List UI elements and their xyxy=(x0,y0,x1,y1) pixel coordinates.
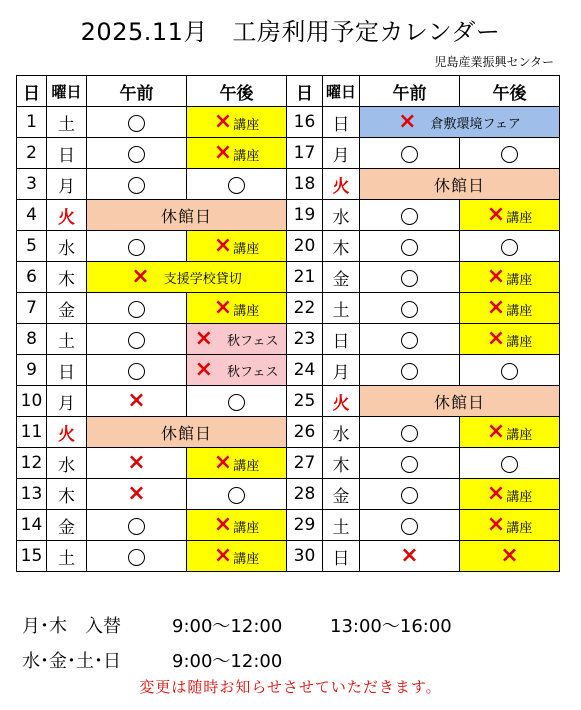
weekday-label: 木 xyxy=(47,262,87,293)
weekday-label: 日 xyxy=(323,107,360,138)
event-label: 秋フェス xyxy=(227,333,279,349)
available-mark xyxy=(501,239,518,256)
event-cell xyxy=(87,262,287,293)
unavailable-mark: × xyxy=(213,543,233,568)
calendar-row xyxy=(17,479,560,510)
event-cell xyxy=(187,324,287,355)
header-day: 日 xyxy=(287,76,323,107)
available-mark xyxy=(128,301,145,318)
day-number: 10 xyxy=(17,386,47,417)
unavailable-mark: × xyxy=(213,140,233,165)
day-number: 3 xyxy=(17,169,47,200)
weekday-label: 月 xyxy=(47,169,87,200)
weekday-label: 金 xyxy=(323,262,360,293)
day-number: 8 xyxy=(17,324,47,355)
hours-line-2 xyxy=(22,647,330,673)
unavailable-mark: × xyxy=(194,357,214,382)
lecture-note: 講座 xyxy=(506,428,533,443)
hours-line-1 xyxy=(22,612,452,638)
hours-am: 9:00～12:00 xyxy=(172,616,283,637)
day-number: 20 xyxy=(287,231,323,262)
weekday-label: 火 xyxy=(323,169,360,200)
weekday-label: 木 xyxy=(323,448,360,479)
weekday-label: 水 xyxy=(323,417,360,448)
weekday-label: 日 xyxy=(323,541,360,572)
unavailable-mark: × xyxy=(213,295,233,320)
pm-cell xyxy=(187,169,287,200)
lecture-note: 講座 xyxy=(506,335,533,350)
day-number: 2 xyxy=(17,138,47,169)
header-weekday: 曜日 xyxy=(323,76,360,107)
lecture-note: 講座 xyxy=(233,118,260,133)
hours-am: 9:00～12:00 xyxy=(172,651,283,672)
pm-cell xyxy=(460,293,560,324)
unavailable-mark: × xyxy=(486,202,506,227)
lecture-note: 講座 xyxy=(233,459,260,474)
header-row xyxy=(17,76,560,107)
unavailable-mark: × xyxy=(127,481,146,506)
weekday-label: 月 xyxy=(323,355,360,386)
available-mark xyxy=(501,146,518,163)
available-mark xyxy=(128,549,145,566)
weekday-label: 土 xyxy=(47,107,87,138)
header-weekday: 曜日 xyxy=(47,76,87,107)
weekday-label: 月 xyxy=(47,386,87,417)
calendar-row xyxy=(17,324,560,355)
day-number: 1 xyxy=(17,107,47,138)
lecture-note: 講座 xyxy=(233,304,260,319)
am-cell xyxy=(87,138,187,169)
am-cell xyxy=(360,324,460,355)
day-number: 21 xyxy=(287,262,323,293)
lecture-note: 講座 xyxy=(506,273,533,288)
event-label: 倉敷環境フェア xyxy=(430,116,521,132)
event-cell xyxy=(360,107,560,138)
available-mark xyxy=(128,146,145,163)
day-number: 4 xyxy=(17,200,47,231)
unavailable-mark: × xyxy=(131,264,150,289)
available-mark xyxy=(401,363,418,380)
am-cell xyxy=(87,355,187,386)
available-mark xyxy=(128,115,145,132)
day-number: 7 xyxy=(17,293,47,324)
calendar-row xyxy=(17,107,560,138)
day-number: 17 xyxy=(287,138,323,169)
organization-name: 児島産業振興センター xyxy=(434,55,554,69)
available-mark xyxy=(401,487,418,504)
calendar-row xyxy=(17,293,560,324)
weekday-label: 日 xyxy=(47,138,87,169)
day-number: 11 xyxy=(17,417,47,448)
pm-cell xyxy=(187,510,287,541)
available-mark xyxy=(401,332,418,349)
am-cell xyxy=(87,386,187,417)
pm-cell xyxy=(460,510,560,541)
page-title: 2025.11月 工房利用予定カレンダー xyxy=(80,18,501,46)
available-mark xyxy=(501,456,518,473)
calendar-row xyxy=(17,417,560,448)
weekday-label: 金 xyxy=(47,293,87,324)
header-pm: 午後 xyxy=(187,76,287,107)
available-mark xyxy=(128,518,145,535)
lecture-note: 講座 xyxy=(233,149,260,164)
am-cell xyxy=(87,231,187,262)
pm-cell xyxy=(460,479,560,510)
weekday-label: 水 xyxy=(323,200,360,231)
day-number: 23 xyxy=(287,324,323,355)
day-number: 25 xyxy=(287,386,323,417)
available-mark xyxy=(228,394,245,411)
weekday-label: 火 xyxy=(47,200,87,231)
weekday-label: 火 xyxy=(47,417,87,448)
hours-pm: 13:00～16:00 xyxy=(330,616,452,637)
available-mark xyxy=(401,518,418,535)
calendar-row xyxy=(17,200,560,231)
weekday-label: 日 xyxy=(323,324,360,355)
pm-cell xyxy=(460,138,560,169)
unavailable-mark: × xyxy=(486,419,506,444)
available-mark xyxy=(228,177,245,194)
unavailable-mark: × xyxy=(213,109,233,134)
pm-cell xyxy=(187,293,287,324)
am-cell xyxy=(360,200,460,231)
available-mark xyxy=(401,270,418,287)
unavailable-mark: × xyxy=(127,450,146,475)
am-cell xyxy=(360,448,460,479)
lecture-note: 講座 xyxy=(506,304,533,319)
hours-days: 水･金･土･日 xyxy=(22,651,121,672)
lecture-note: 講座 xyxy=(233,521,260,536)
am-cell xyxy=(360,262,460,293)
day-number: 28 xyxy=(287,479,323,510)
header-pm: 午後 xyxy=(460,76,560,107)
pm-cell xyxy=(460,200,560,231)
am-cell xyxy=(87,107,187,138)
change-notice: 変更は随時お知らせさせていただきます。 xyxy=(139,678,442,696)
pm-cell xyxy=(187,541,287,572)
am-cell xyxy=(87,293,187,324)
calendar-row xyxy=(17,262,560,293)
weekday-label: 水 xyxy=(47,231,87,262)
calendar-row xyxy=(17,510,560,541)
calendar-row xyxy=(17,386,560,417)
am-cell xyxy=(360,479,460,510)
am-cell xyxy=(360,355,460,386)
am-cell xyxy=(360,293,460,324)
lecture-note: 講座 xyxy=(233,552,260,567)
weekday-label: 金 xyxy=(323,479,360,510)
lecture-note: 講座 xyxy=(506,211,533,226)
available-mark xyxy=(128,363,145,380)
calendar-row xyxy=(17,138,560,169)
day-number: 5 xyxy=(17,231,47,262)
pm-cell xyxy=(187,448,287,479)
available-mark xyxy=(228,487,245,504)
available-mark xyxy=(401,456,418,473)
unavailable-mark: × xyxy=(400,543,419,568)
am-cell xyxy=(87,169,187,200)
pm-cell xyxy=(460,324,560,355)
unavailable-mark: × xyxy=(486,264,506,289)
day-number: 27 xyxy=(287,448,323,479)
am-cell xyxy=(360,231,460,262)
unavailable-mark: × xyxy=(213,512,233,537)
pm-cell xyxy=(187,479,287,510)
unavailable-mark: × xyxy=(398,109,417,134)
day-number: 30 xyxy=(287,541,323,572)
event-label: 秋フェス xyxy=(227,364,279,380)
calendar-row xyxy=(17,355,560,386)
calendar-row xyxy=(17,231,560,262)
unavailable-mark: × xyxy=(486,512,506,537)
pm-cell xyxy=(460,541,560,572)
am-cell xyxy=(360,510,460,541)
unavailable-mark: × xyxy=(486,481,506,506)
pm-cell xyxy=(187,386,287,417)
closed-day-cell: 休館日 xyxy=(87,200,287,231)
day-number: 22 xyxy=(287,293,323,324)
closed-day-cell: 休館日 xyxy=(87,417,287,448)
pm-cell xyxy=(187,138,287,169)
weekday-label: 月 xyxy=(323,138,360,169)
day-number: 12 xyxy=(17,448,47,479)
am-cell xyxy=(360,138,460,169)
closed-day-cell: 休館日 xyxy=(360,169,560,200)
pm-cell xyxy=(460,355,560,386)
day-number: 29 xyxy=(287,510,323,541)
available-mark xyxy=(401,301,418,318)
pm-cell xyxy=(460,231,560,262)
hours-days: 月･木 入替 xyxy=(22,616,121,637)
weekday-label: 日 xyxy=(47,355,87,386)
lecture-note: 講座 xyxy=(233,242,260,257)
day-number: 18 xyxy=(287,169,323,200)
am-cell xyxy=(360,541,460,572)
header-am: 午前 xyxy=(360,76,460,107)
weekday-label: 火 xyxy=(323,386,360,417)
weekday-label: 土 xyxy=(323,510,360,541)
day-number: 13 xyxy=(17,479,47,510)
pm-cell xyxy=(460,262,560,293)
day-number: 19 xyxy=(287,200,323,231)
day-number: 14 xyxy=(17,510,47,541)
header-day: 日 xyxy=(17,76,47,107)
unavailable-mark: × xyxy=(213,450,233,475)
available-mark xyxy=(401,239,418,256)
am-cell xyxy=(87,510,187,541)
day-number: 26 xyxy=(287,417,323,448)
am-cell xyxy=(87,541,187,572)
pm-cell xyxy=(187,231,287,262)
unavailable-mark: × xyxy=(486,295,506,320)
weekday-label: 水 xyxy=(47,448,87,479)
event-label: 支援学校貸切 xyxy=(163,271,242,287)
calendar-table xyxy=(16,75,560,572)
available-mark xyxy=(128,239,145,256)
am-cell xyxy=(360,417,460,448)
closed-day-cell: 休館日 xyxy=(360,386,560,417)
unavailable-mark: × xyxy=(213,233,233,258)
header-am: 午前 xyxy=(87,76,187,107)
available-mark xyxy=(401,146,418,163)
lecture-note: 講座 xyxy=(506,490,533,505)
lecture-note: 講座 xyxy=(506,521,533,536)
am-cell xyxy=(87,448,187,479)
unavailable-mark: × xyxy=(486,326,506,351)
day-number: 9 xyxy=(17,355,47,386)
event-cell xyxy=(187,355,287,386)
am-cell xyxy=(87,479,187,510)
pm-cell xyxy=(187,107,287,138)
available-mark xyxy=(128,177,145,194)
calendar-row xyxy=(17,448,560,479)
unavailable-mark: × xyxy=(127,388,146,413)
available-mark xyxy=(501,363,518,380)
weekday-label: 木 xyxy=(47,479,87,510)
weekday-label: 金 xyxy=(47,510,87,541)
unavailable-mark: × xyxy=(500,543,519,568)
day-number: 16 xyxy=(287,107,323,138)
am-cell xyxy=(87,324,187,355)
available-mark xyxy=(128,332,145,349)
weekday-label: 土 xyxy=(47,541,87,572)
calendar-row xyxy=(17,169,560,200)
weekday-label: 土 xyxy=(47,324,87,355)
pm-cell xyxy=(460,417,560,448)
calendar-row xyxy=(17,541,560,572)
available-mark xyxy=(401,425,418,442)
day-number: 6 xyxy=(17,262,47,293)
unavailable-mark: × xyxy=(194,326,214,351)
weekday-label: 土 xyxy=(323,293,360,324)
day-number: 15 xyxy=(17,541,47,572)
day-number: 24 xyxy=(287,355,323,386)
weekday-label: 木 xyxy=(323,231,360,262)
pm-cell xyxy=(460,448,560,479)
available-mark xyxy=(401,208,418,225)
